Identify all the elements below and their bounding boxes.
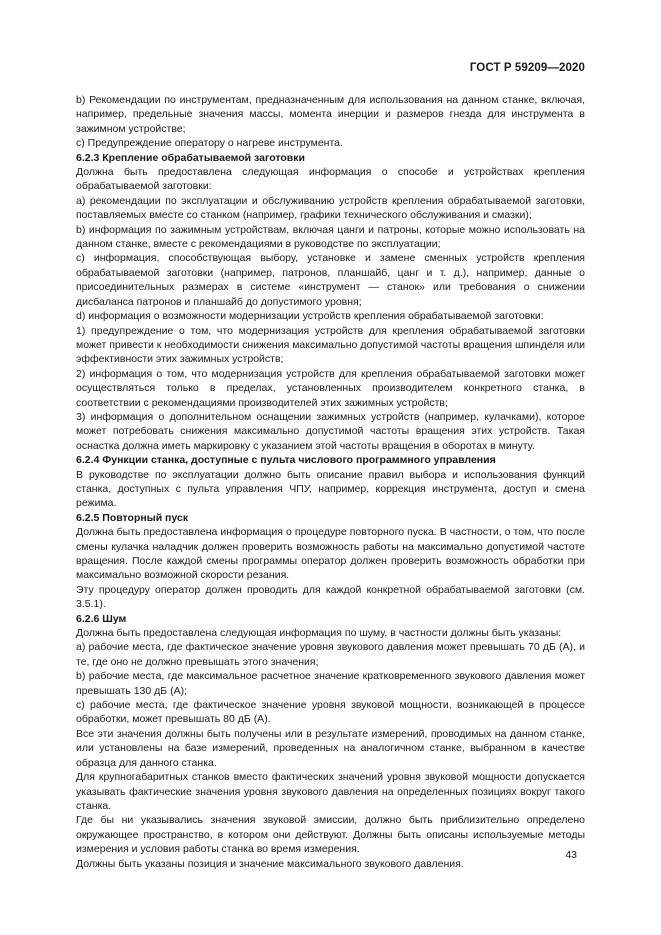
- paragraph: Должна быть предоставлена следующая информация по шуму, в частности должны быть указаны:: [76, 627, 562, 640]
- list-item-d: d) информация о возможности модернизации устройств крепления обрабатываемой заготовки:: [76, 310, 544, 323]
- paragraph: Должна быть предоставлена следующая информация о способе и устройствах крепления обрабатываемой заготовки:: [76, 166, 585, 193]
- page-number: 43: [565, 849, 577, 861]
- paragraph-tool-heating-warning: c) Предупреждение оператору о нагреве инструмента.: [76, 137, 343, 150]
- document-code: ГОСТ Р 59209—2020: [469, 62, 585, 74]
- list-item-b: b) рабочие места, где максимальное расчетное значение кратковременного звукового давления может превышать 130 дБ (A);: [76, 670, 585, 697]
- list-item-c: c) рабочие места, где фактическое значение уровня звуковой мощности, возникающей в процессе обработки, может превышать 80 дБ (A).: [76, 699, 585, 726]
- paragraph: В руководстве по эксплуатации должно быть описание правил выбора и использования функций станка, доступных с пульта управления ЧПУ, например, коррекция инструмента, доступ и смена режима.: [76, 468, 585, 510]
- paragraph: Для крупногабаритных станков вместо фактических значений уровня звуковой мощности допускается указывать фактические значения уровня звукового давления на определенных позициях вокруг такого станка.: [76, 771, 585, 812]
- sub-list-item-1: 1) предупреждение о том, что модернизация устройств для крепления обрабатываемой заготовки может привести к необходимости снижения максимально допустимой частоты вращения шпинделя или эффективности этих зажимных устройств;: [76, 324, 585, 366]
- section-heading-6-2-4: 6.2.4 Функции станка, доступные с пульта числового программного управления: [76, 454, 496, 467]
- list-item-b: b) информация по зажимным устройствам, включая цанги и патроны, которые можно использовать на данном станке, вместе с рекомендациями в руководстве по эксплуатации;: [76, 223, 585, 251]
- paragraph: Все эти значения должны быть получены или в результате измерений, проводимых на данном станке, или установлены на базе измерений, проведенных на аналогичном станке, выбранном в качестве образца для данного станка.: [76, 727, 585, 769]
- section-heading-6-2-5: 6.2.5 Повторный пуск: [76, 511, 189, 524]
- sub-list-item-3: 3) информация о дополнительном оснащении зажимных устройств (например, кулачками), которое может потребовать снижения максимально допустимой частоты вращения этих устройств. Такая оснастка должна иметь маркировку с указанием этой частоты вращения в оборотах в минуту.: [76, 410, 585, 452]
- body-text: [76, 93, 585, 871]
- paragraph: Где бы ни указывались значения звуковой эмиссии, должно быть приблизительно определено окружающее пространство, в котором они действуют. Должны быть описаны используемые методы измерения и условия работы станка во время измерения.: [76, 814, 585, 856]
- list-item-c: c) информация, способствующая выбору, установке и замене сменных устройств крепления обрабатываемой заготовки (например, патронов, планшайб, цанг и т. д.), например, данные о присоединительных размерах в системе «инструмент — станок» или требования о снижении дисбаланса патронов и планшайб до допустимого уровня;: [76, 252, 585, 308]
- paragraph: Должны быть указаны позиция и значение максимального звукового давления.: [76, 857, 464, 870]
- section-heading-6-2-6: 6.2.6 Шум: [76, 612, 127, 625]
- list-item-a: a) рабочие места, где фактическое значение уровня звукового давления может превышать 70 дБ (A), и те, где оно не должно превышать этого значения;: [76, 641, 585, 668]
- paragraph: Должна быть предоставлена информация о процедуре повторного пуска. В частности, о том, что после смены кулачка наладчик должен проверить возможность работы на максимально допустимой частоте вращения. После каждой смены программы оператор должен проверить возможность обработки при максимально возможной скорости резания.: [76, 526, 585, 582]
- section-heading-6-2-3: 6.2.3 Крепление обрабатываемой заготовки: [76, 151, 305, 164]
- paragraph: Эту процедуру оператор должен проводить для каждой конкретной обрабатываемой заготовки (см. 3.5.1).: [76, 583, 585, 611]
- list-item-a: a) рекомендации по эксплуатации и обслуживанию устройств крепления обрабатываемой заготовки, поставляемых вместе со станком (например, графики технического обслуживания и смазки);: [76, 194, 585, 222]
- paragraph-tools-recommendations: b) Рекомендации по инструментам, предназначенным для использования на данном станке, включая, например, предельные значения массы, момента инерции и размеров гнезда для инструмента в зажимном устройстве;: [76, 94, 585, 135]
- sub-list-item-2: 2) информация о том, что модернизация устройств для крепления обрабатываемой заготовки может осуществляться только в пределах, установленных производителем конкретного станка, в соответствии с рекомендациями производителей этих зажимных устройств;: [76, 367, 585, 409]
